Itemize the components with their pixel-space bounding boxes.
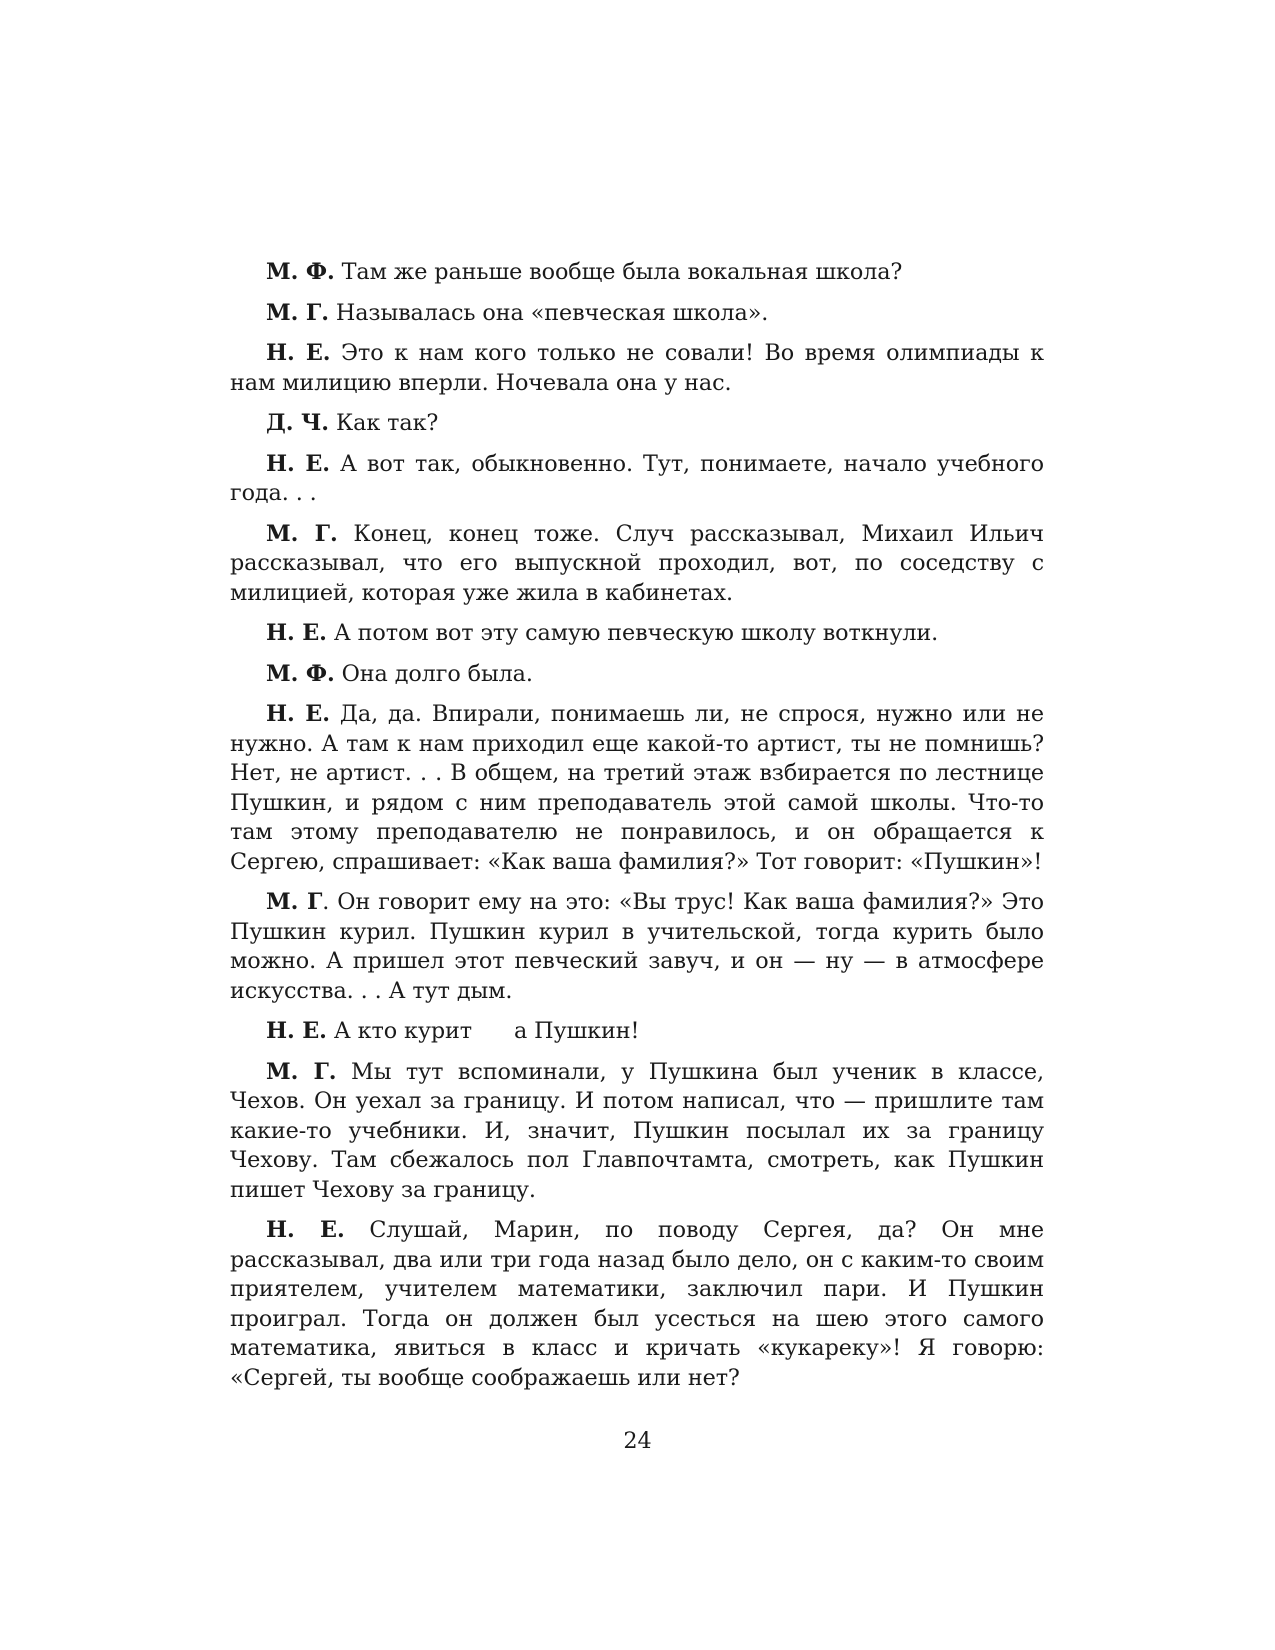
speaker-label: М. Г	[266, 889, 323, 915]
paragraph	[230, 339, 1044, 398]
speaker-label: М. Ф.	[266, 660, 335, 687]
speaker-label: Н. Е.	[266, 701, 330, 727]
paragraph	[230, 1216, 1044, 1393]
paragraph-text: Да, да. Впирали, понимаешь ли, не спрося, нужно или не нужно. А там к нам приходил еще какой-то артист, ты не помнишь? Нет, не артист. . . В общем, на третий этаж взбирается по лестнице Пушкин, и рядом с ним преподаватель этой самой школы. Что-то там этому преподавателю не понравилось, и он обращается к Сергею, спрашивает: «Как ваша фамилия?» Тот говорит: «Пушкин»!	[230, 701, 1044, 875]
paragraph	[230, 660, 1044, 690]
paragraph	[230, 520, 1044, 609]
paragraph	[230, 1017, 1044, 1047]
speaker-label: Н. Е.	[266, 450, 330, 477]
paragraph-text: Называлась она «певческая школа».	[328, 299, 769, 326]
speaker-label: М. Г.	[266, 1058, 337, 1085]
paragraph-text: Слушай, Марин, по поводу Сергея, да? Он мне рассказывал, два или три года назад было дело, он с каким-то своим приятелем, учителем математики, заключил пари. И Пушкин проиграл. Тогда он должен был усесться на шею этого самого математика, явиться в класс и кричать «кукареку»! Я говорю: «Сергей, ты вообще соображаешь или нет?	[230, 1217, 1044, 1391]
paragraph	[230, 409, 1044, 439]
paragraph-text: А потом вот эту самую певческую школу воткнули.	[326, 620, 939, 646]
paragraph	[230, 700, 1044, 877]
paragraph-text: Там же раньше вообще была вокальная школа?	[334, 259, 903, 285]
speaker-label: Н. Е.	[266, 620, 327, 646]
speaker-label: М. Г.	[266, 299, 329, 326]
paragraph	[230, 619, 1044, 649]
paragraph-text: Она долго была.	[334, 660, 533, 687]
paragraph	[230, 258, 1044, 288]
paragraph-text: Как так?	[328, 410, 439, 436]
speaker-label: Н. Е.	[266, 340, 331, 366]
speaker-label: Н. Е.	[266, 1217, 345, 1243]
paragraph-text: Конец, конец тоже. Случ рассказывал, Михаил Ильич рассказывал, что его выпускной проходил, вот, по соседству с милицией, которая уже жила в кабинетах.	[230, 520, 1044, 606]
paragraph-text: А кто курит а Пушкин!	[326, 1018, 640, 1044]
paragraph-text: Это к нам кого только не совали! Во время олимпиады к нам милицию вперли. Ночевала она у нас.	[230, 340, 1044, 396]
paragraph	[230, 1058, 1044, 1206]
speaker-label: М. Ф.	[266, 259, 335, 285]
dialogue-text	[230, 258, 1044, 1404]
paragraph-text: Мы тут вспоминали, у Пушкина был ученик в классе, Чехов. Он уехал за границу. И потом написал, что — пришлите там какие-то учебники. И, значит, Пушкин посылал их за границу Чехову. Там сбежалось пол Главпочтамта, смотреть, как Пушкин пишет Чехову за границу.	[230, 1058, 1044, 1203]
page-number: 24	[623, 1428, 652, 1454]
paragraph	[230, 888, 1044, 1006]
paragraph	[230, 299, 1044, 329]
speaker-label: М. Г.	[266, 520, 338, 547]
speaker-label: Д. Ч.	[266, 410, 329, 436]
paragraph-text: А вот так, обыкновенно. Тут, понимаете, начало учебного года. . .	[230, 450, 1044, 506]
speaker-label: Н. Е.	[266, 1018, 327, 1044]
paragraph	[230, 450, 1044, 509]
paragraph-text: . Он говорит ему на это: «Вы трус! Как ваша фамилия?» Это Пушкин курил. Пушкин курил в учительской, тогда курить было можно. А пришел этот певческий завуч, и он — ну — в атмосфере искусства. . . А тут дым.	[230, 889, 1045, 1004]
